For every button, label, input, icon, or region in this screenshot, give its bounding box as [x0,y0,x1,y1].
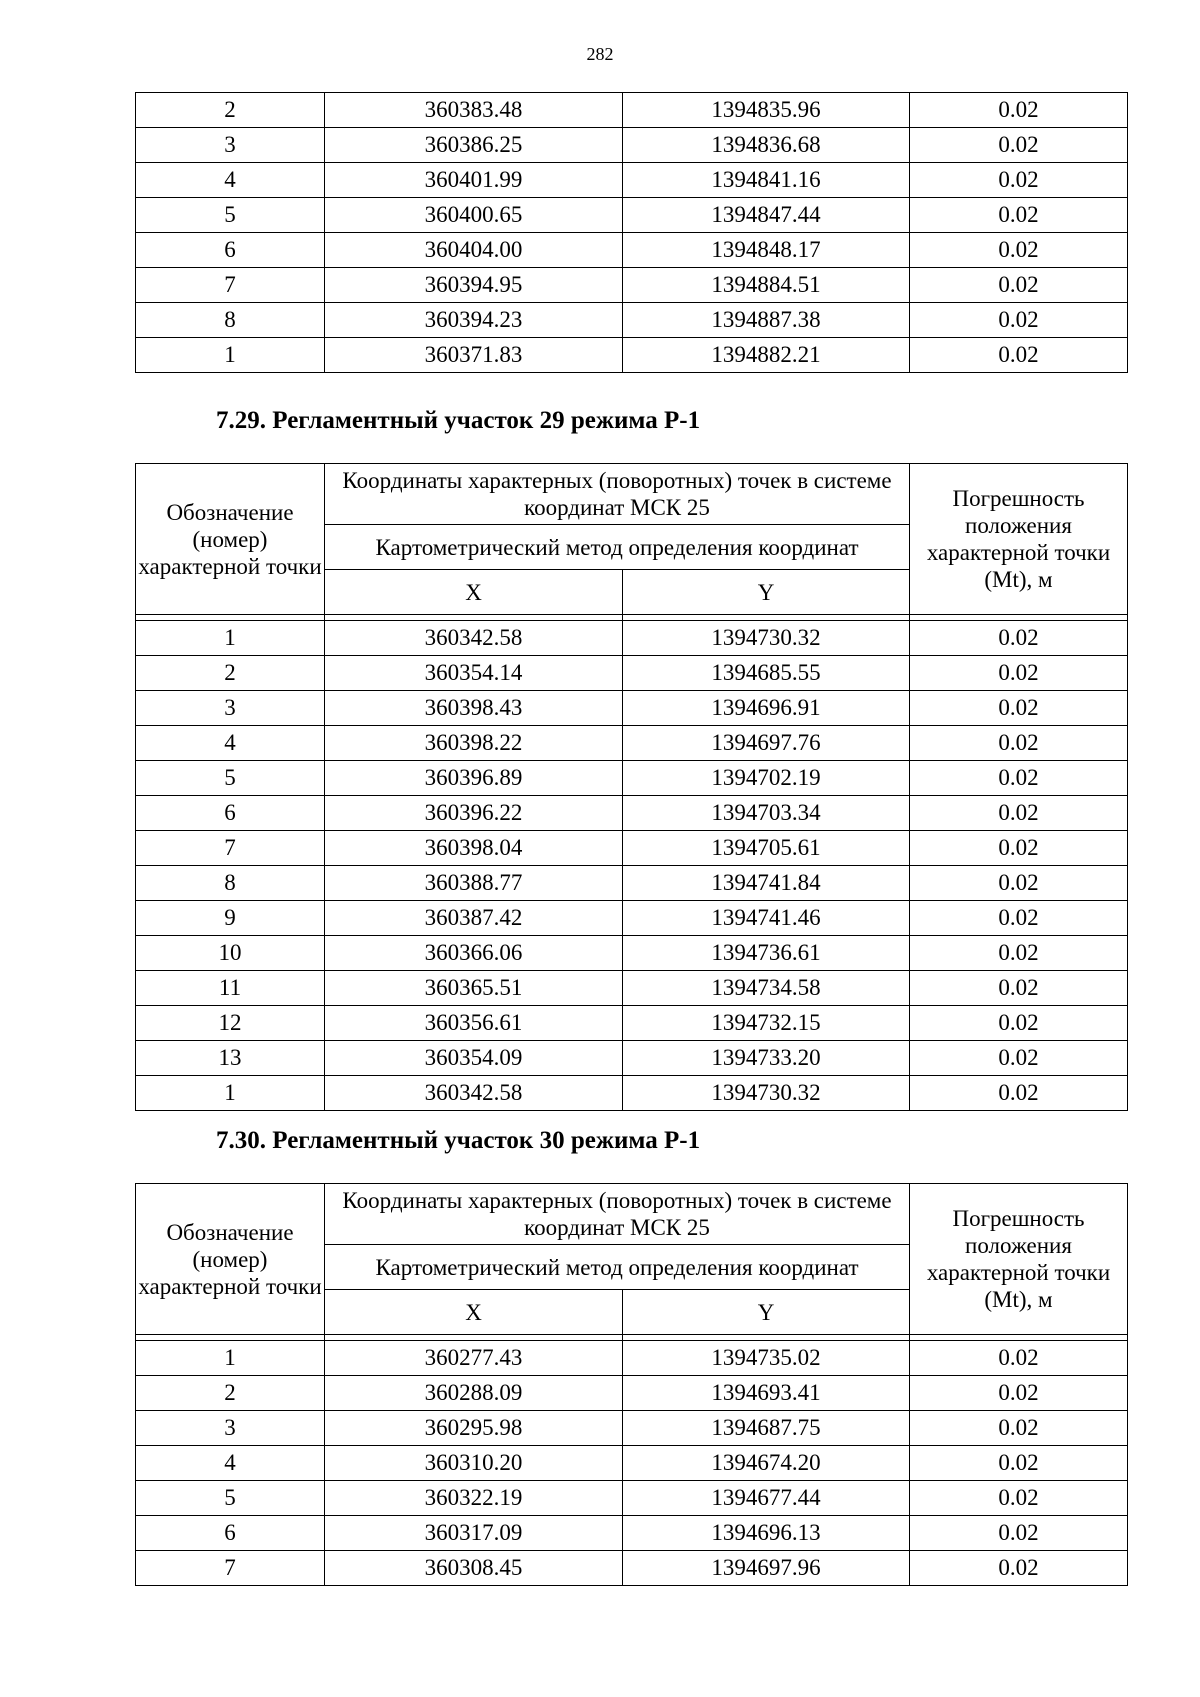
table-row [136,1006,1128,1041]
y-coordinate-cell: 1394884.51 [623,268,910,303]
error-cell: 0.02 [910,1411,1128,1446]
error-cell: 0.02 [910,93,1128,128]
header-coords: Координаты характерных (поворотных) точек в системе координат МСК 25 [325,1184,910,1245]
error-cell: 0.02 [910,303,1128,338]
y-coordinate-cell: 1394841.16 [623,163,910,198]
x-coordinate-cell: 360398.22 [325,726,623,761]
table-row [136,233,1128,268]
y-coordinate-cell: 1394847.44 [623,198,910,233]
point-number-cell: 8 [136,866,325,901]
y-coordinate-cell: 1394741.46 [623,901,910,936]
y-coordinate-cell: 1394687.75 [623,1411,910,1446]
error-cell: 0.02 [910,1041,1128,1076]
table-row [136,831,1128,866]
table-row [136,1376,1128,1411]
x-coordinate-cell: 360386.25 [325,128,623,163]
y-coordinate-cell: 1394730.32 [623,621,910,656]
header-x: X [325,570,623,615]
point-number-cell: 7 [136,1551,325,1586]
error-cell: 0.02 [910,233,1128,268]
header-designation: Обозначение (номер) характерной точки [136,1184,325,1335]
table-row [136,1551,1128,1586]
y-coordinate-cell: 1394693.41 [623,1376,910,1411]
point-number-cell: 3 [136,128,325,163]
error-cell: 0.02 [910,796,1128,831]
y-coordinate-cell: 1394734.58 [623,971,910,1006]
point-number-cell: 1 [136,621,325,656]
y-coordinate-cell: 1394735.02 [623,1341,910,1376]
error-cell: 0.02 [910,1076,1128,1111]
coordinates-table-30 [135,1183,1128,1586]
y-coordinate-cell: 1394697.96 [623,1551,910,1586]
x-coordinate-cell: 360394.23 [325,303,623,338]
point-number-cell: 8 [136,303,325,338]
x-coordinate-cell: 360387.42 [325,901,623,936]
x-coordinate-cell: 360354.14 [325,656,623,691]
error-cell: 0.02 [910,1516,1128,1551]
point-number-cell: 6 [136,796,325,831]
error-cell: 0.02 [910,656,1128,691]
x-coordinate-cell: 360288.09 [325,1376,623,1411]
table-row [136,936,1128,971]
point-number-cell: 6 [136,1516,325,1551]
error-cell: 0.02 [910,971,1128,1006]
y-coordinate-cell: 1394730.32 [623,1076,910,1111]
x-coordinate-cell: 360277.43 [325,1341,623,1376]
header-method: Картометрический метод определения координат [325,525,910,570]
error-cell: 0.02 [910,198,1128,233]
y-coordinate-cell: 1394733.20 [623,1041,910,1076]
coordinates-table-29 [135,463,1128,1111]
table-row [136,163,1128,198]
table-row [136,128,1128,163]
error-cell: 0.02 [910,866,1128,901]
error-cell: 0.02 [910,621,1128,656]
error-cell: 0.02 [910,831,1128,866]
point-number-cell: 4 [136,726,325,761]
point-number-cell: 4 [136,1446,325,1481]
point-number-cell: 4 [136,163,325,198]
x-coordinate-cell: 360342.58 [325,1076,623,1111]
error-cell: 0.02 [910,268,1128,303]
point-number-cell: 3 [136,1411,325,1446]
y-coordinate-cell: 1394696.13 [623,1516,910,1551]
point-number-cell: 1 [136,1341,325,1376]
y-coordinate-cell: 1394703.34 [623,796,910,831]
y-coordinate-cell: 1394882.21 [623,338,910,373]
error-cell: 0.02 [910,1006,1128,1041]
error-cell: 0.02 [910,338,1128,373]
point-number-cell: 3 [136,691,325,726]
point-number-cell: 2 [136,93,325,128]
table-row [136,866,1128,901]
header-error: Погрешность положения характерной точки (Mt), м [910,464,1128,615]
x-coordinate-cell: 360400.65 [325,198,623,233]
x-coordinate-cell: 360317.09 [325,1516,623,1551]
header-designation: Обозначение (номер) характерной точки [136,464,325,615]
point-number-cell: 11 [136,971,325,1006]
table-row [136,901,1128,936]
point-number-cell: 7 [136,268,325,303]
error-cell: 0.02 [910,901,1128,936]
table-row [136,268,1128,303]
page-number: 282 [586,44,614,64]
y-coordinate-cell: 1394705.61 [623,831,910,866]
x-coordinate-cell: 360396.22 [325,796,623,831]
y-coordinate-cell: 1394848.17 [623,233,910,268]
point-number-cell: 5 [136,198,325,233]
error-cell: 0.02 [910,761,1128,796]
point-number-cell: 10 [136,936,325,971]
point-number-cell: 2 [136,1376,325,1411]
y-coordinate-cell: 1394741.84 [623,866,910,901]
header-method: Картометрический метод определения координат [325,1245,910,1290]
table-row [136,1076,1128,1111]
x-coordinate-cell: 360295.98 [325,1411,623,1446]
section-30-heading: 7.30. Регламентный участок 30 режима Р-1 [216,1127,701,1154]
x-coordinate-cell: 360356.61 [325,1006,623,1041]
table-row [136,1481,1128,1516]
table-row [136,691,1128,726]
coordinates-table-continued [135,92,1128,373]
error-cell: 0.02 [910,1551,1128,1586]
header-x: X [325,1290,623,1335]
point-number-cell: 12 [136,1006,325,1041]
y-coordinate-cell: 1394685.55 [623,656,910,691]
point-number-cell: 6 [136,233,325,268]
y-coordinate-cell: 1394835.96 [623,93,910,128]
table-row [136,621,1128,656]
error-cell: 0.02 [910,691,1128,726]
point-number-cell: 9 [136,901,325,936]
point-number-cell: 13 [136,1041,325,1076]
table-row [136,796,1128,831]
y-coordinate-cell: 1394732.15 [623,1006,910,1041]
header-y: Y [623,1290,910,1335]
error-cell: 0.02 [910,128,1128,163]
x-coordinate-cell: 360366.06 [325,936,623,971]
error-cell: 0.02 [910,1481,1128,1516]
x-coordinate-cell: 360310.20 [325,1446,623,1481]
error-cell: 0.02 [910,1341,1128,1376]
x-coordinate-cell: 360388.77 [325,866,623,901]
x-coordinate-cell: 360383.48 [325,93,623,128]
error-cell: 0.02 [910,726,1128,761]
y-coordinate-cell: 1394677.44 [623,1481,910,1516]
y-coordinate-cell: 1394697.76 [623,726,910,761]
header-coords: Координаты характерных (поворотных) точек в системе координат МСК 25 [325,464,910,525]
x-coordinate-cell: 360365.51 [325,971,623,1006]
table-row [136,1411,1128,1446]
point-number-cell: 1 [136,338,325,373]
x-coordinate-cell: 360398.04 [325,831,623,866]
table-row [136,1341,1128,1376]
x-coordinate-cell: 360401.99 [325,163,623,198]
x-coordinate-cell: 360394.95 [325,268,623,303]
y-coordinate-cell: 1394674.20 [623,1446,910,1481]
table-row [136,656,1128,691]
table-row [136,1446,1128,1481]
table-row [136,1516,1128,1551]
point-number-cell: 5 [136,1481,325,1516]
table-row [136,93,1128,128]
point-number-cell: 1 [136,1076,325,1111]
x-coordinate-cell: 360342.58 [325,621,623,656]
x-coordinate-cell: 360396.89 [325,761,623,796]
error-cell: 0.02 [910,936,1128,971]
x-coordinate-cell: 360354.09 [325,1041,623,1076]
x-coordinate-cell: 360404.00 [325,233,623,268]
y-coordinate-cell: 1394736.61 [623,936,910,971]
y-coordinate-cell: 1394887.38 [623,303,910,338]
table-row [136,761,1128,796]
x-coordinate-cell: 360398.43 [325,691,623,726]
point-number-cell: 7 [136,831,325,866]
table-row [136,198,1128,233]
y-coordinate-cell: 1394836.68 [623,128,910,163]
error-cell: 0.02 [910,163,1128,198]
header-error: Погрешность положения характерной точки (Mt), м [910,1184,1128,1335]
x-coordinate-cell: 360371.83 [325,338,623,373]
y-coordinate-cell: 1394702.19 [623,761,910,796]
table-row [136,303,1128,338]
point-number-cell: 2 [136,656,325,691]
error-cell: 0.02 [910,1376,1128,1411]
table-row [136,971,1128,1006]
table-row [136,726,1128,761]
section-29-heading: 7.29. Регламентный участок 29 режима Р-1 [216,407,701,434]
x-coordinate-cell: 360322.19 [325,1481,623,1516]
y-coordinate-cell: 1394696.91 [623,691,910,726]
point-number-cell: 5 [136,761,325,796]
table-row [136,338,1128,373]
header-y: Y [623,570,910,615]
error-cell: 0.02 [910,1446,1128,1481]
table-row [136,1041,1128,1076]
x-coordinate-cell: 360308.45 [325,1551,623,1586]
